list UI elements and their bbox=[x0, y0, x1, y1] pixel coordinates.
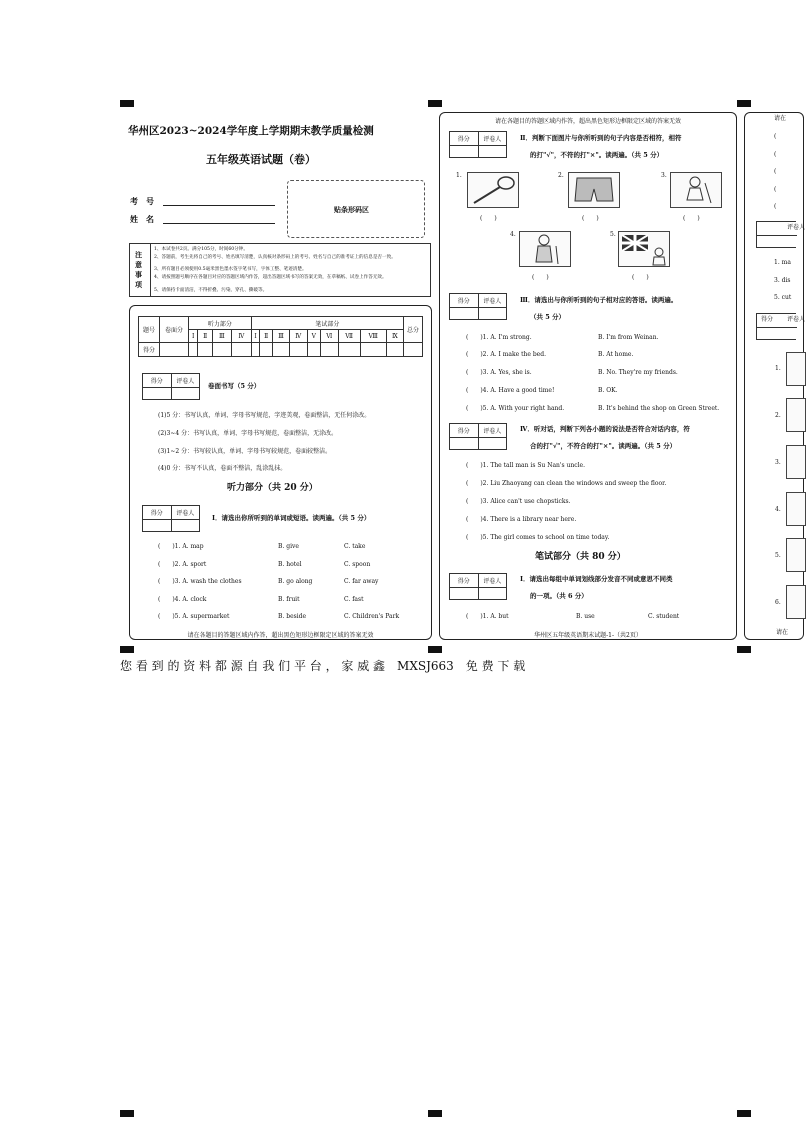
q2-label: 1. bbox=[456, 172, 462, 179]
spoon-picture bbox=[467, 172, 519, 208]
q3-item: ( )4. A. Have a good time! bbox=[466, 387, 555, 394]
q1-item: ( )2. A. sport bbox=[158, 561, 207, 568]
q4-title: Ⅳ．听对话，判断下列各小题的说法是否符合对话内容，符 bbox=[520, 425, 690, 433]
score-col: Ⅶ bbox=[338, 330, 360, 343]
score-table-total: 总分 bbox=[404, 317, 423, 343]
registration-mark bbox=[120, 1110, 134, 1117]
q2-answer-blank[interactable]: ( ) bbox=[480, 215, 497, 222]
scorer-box: 得分 评卷人 bbox=[142, 505, 200, 532]
score-col: Ⅸ bbox=[386, 330, 403, 343]
scorer-box: 得分 评卷人 bbox=[449, 293, 507, 320]
handwriting-title: 卷面书写（5 分） bbox=[208, 382, 261, 390]
q3-option: B. I'm from Weinan. bbox=[598, 334, 659, 341]
paren: ( bbox=[774, 203, 777, 210]
q2-label: 4. bbox=[510, 231, 516, 238]
page-2-header: 请在各题目的答题区域内作答，超出黑色矩形边框限定区域的答案无效 bbox=[494, 118, 681, 125]
q2-answer-blank[interactable]: ( ) bbox=[532, 274, 549, 281]
score-col: Ⅷ bbox=[360, 330, 386, 343]
fragment: 3. dis bbox=[774, 277, 791, 284]
picture bbox=[786, 445, 806, 479]
page-1-footer: 请在各题目的答题区域内作答，超出黑色矩形边框限定区域的答案无效 bbox=[187, 632, 374, 639]
w1-title: Ⅰ．请选出每组中单词划线部分发音不同或意思不同类 bbox=[520, 575, 673, 583]
notice-line: 1、本试卷共2页。满分105分，时间60分钟。 bbox=[154, 247, 248, 252]
page-3-footer: 请在 bbox=[776, 629, 789, 636]
page-3-header: 请在 bbox=[774, 115, 787, 122]
q2-answer-blank[interactable]: ( ) bbox=[582, 215, 599, 222]
w1-option: C. student bbox=[648, 613, 680, 620]
old-man-picture bbox=[519, 231, 571, 267]
writing-heading: 笔试部分（共 80 分） bbox=[535, 552, 626, 562]
q1-option: C. spoon bbox=[344, 561, 371, 568]
notice-line: 2、答题前，考生先将自己的考号、姓名填写清楚，认真核对条形码上的考号、姓名与自己的准考证上的信息是否一致。 bbox=[154, 255, 396, 260]
fragment: 5. cut bbox=[774, 294, 792, 301]
scorer-box: 得分 评卷人 bbox=[142, 373, 200, 400]
exam-title: 华州区2023~2024学年度上学期期末教学质量检测 bbox=[128, 125, 374, 137]
q1-title: Ⅰ．请选出你所听到的单词或短语。读两遍。（共 5 分） bbox=[212, 514, 371, 522]
score-table-writing: 笔试部分 bbox=[251, 317, 403, 330]
shorts-picture bbox=[568, 172, 620, 208]
paren: ( bbox=[774, 133, 777, 140]
notice-label: 注意事项 bbox=[135, 250, 142, 289]
barcode-label: 贴条形码区 bbox=[334, 205, 369, 214]
notice-line: 5、请保持卡面清洁，不得折叠、污染、穿孔、撕破等。 bbox=[154, 288, 268, 293]
paren: ( bbox=[774, 168, 777, 175]
q3-option: B. At home. bbox=[598, 351, 634, 358]
picture bbox=[786, 398, 806, 432]
q3-option: B. It's behind the shop on Green Street. bbox=[598, 405, 720, 412]
q2-answer-blank[interactable]: ( ) bbox=[683, 215, 700, 222]
name-label: 姓 名 bbox=[130, 214, 154, 224]
q1-option: C. Children's Park bbox=[344, 613, 400, 620]
registration-mark bbox=[120, 100, 134, 107]
q4-item: ( )4. There is a library near here. bbox=[466, 516, 577, 523]
paren: ( bbox=[774, 151, 777, 158]
notice-line: 4、请按照题号顺序在各题目对应的答题区域内作答，超出答题区域书写的答案无效，在草稿纸、试卷上作答无效。 bbox=[154, 275, 387, 280]
exam-no-field[interactable] bbox=[163, 205, 275, 206]
uk-flag-picture bbox=[618, 231, 670, 267]
q2-label: 2. bbox=[558, 172, 564, 179]
q1-option: B. give bbox=[278, 543, 299, 550]
score-col: Ⅲ bbox=[272, 330, 289, 343]
scorer-label: 评卷人 bbox=[787, 224, 806, 231]
picture bbox=[786, 352, 806, 386]
score-table-listening: 听力部分 bbox=[189, 317, 252, 330]
score-col: Ⅲ bbox=[212, 330, 231, 343]
registration-mark bbox=[120, 646, 134, 653]
q1-item: ( )5. A. supermarket bbox=[158, 613, 230, 620]
q-number: 3. bbox=[775, 459, 781, 466]
score-table-header: 题号 bbox=[139, 317, 160, 343]
q4-item: ( )3. Alice can't use chopsticks. bbox=[466, 498, 571, 505]
score-col: Ⅳ bbox=[231, 330, 251, 343]
q-number: 5. bbox=[775, 552, 781, 559]
barcode-area bbox=[287, 180, 425, 238]
score-table-header: 卷面分 bbox=[160, 317, 189, 343]
handwriting-rule: (3)1~2 分：书写较认真，单词、字母书写较规范，卷面较整洁。 bbox=[158, 448, 332, 455]
score-col: Ⅴ bbox=[307, 330, 320, 343]
scorer-label: 得分 bbox=[761, 316, 774, 323]
q4-item: ( )1. The tall man is Su Nan's uncle. bbox=[466, 462, 585, 469]
q2-title: 的打"√"，不符的打"×"。读两遍。（共 5 分） bbox=[530, 151, 664, 159]
q1-option: B. go along bbox=[278, 578, 313, 585]
score-col: Ⅱ bbox=[260, 330, 273, 343]
q1-option: B. fruit bbox=[278, 596, 300, 603]
q1-option: C. fast bbox=[344, 596, 364, 603]
registration-mark bbox=[737, 646, 751, 653]
score-col: Ⅰ bbox=[251, 330, 259, 343]
q3-option: B. No. They're my friends. bbox=[598, 369, 678, 376]
q1-option: C. far away bbox=[344, 578, 379, 585]
q4-title: 合的打"√"，不符合的打"×"。读两遍。（共 5 分） bbox=[530, 442, 677, 450]
q1-item: ( )1. A. map bbox=[158, 543, 204, 550]
registration-mark bbox=[428, 1110, 442, 1117]
exam-no-label: 考 号 bbox=[130, 196, 154, 206]
registration-mark bbox=[737, 1110, 751, 1117]
fragment: 1. ma bbox=[774, 259, 791, 266]
score-col: Ⅵ bbox=[320, 330, 338, 343]
handwriting-rule: (1)5 分：书写认真，单词、字母书写规范，字迹美观，卷面整洁，无任何涂改。 bbox=[158, 412, 371, 419]
q1-item: ( )4. A. clock bbox=[158, 596, 207, 603]
listening-heading: 听力部分（共 20 分） bbox=[227, 483, 318, 493]
scorer-label: 评卷人 bbox=[787, 316, 806, 323]
picture bbox=[786, 585, 806, 619]
girl-sweeping-picture bbox=[670, 172, 722, 208]
q3-item: ( )3. A. Yes, she is. bbox=[466, 369, 532, 376]
q4-item: ( )2. Liu Zhaoyang can clean the windows and sweep the floor. bbox=[466, 480, 667, 487]
notice-box bbox=[129, 243, 431, 297]
paren: ( bbox=[774, 186, 777, 193]
w1-title: 的一项。（共 6 分） bbox=[530, 592, 588, 600]
q3-option: B. OK. bbox=[598, 387, 618, 394]
q3-item: ( )1. A. I'm strong. bbox=[466, 334, 532, 341]
scorer-box: 得分 评卷人 bbox=[449, 573, 507, 600]
handwriting-rule: (4)0 分：书写不认真，卷面不整洁，乱涂乱抹。 bbox=[158, 465, 287, 472]
q1-item: ( )3. A. wash the clothes bbox=[158, 578, 242, 585]
w1-item: ( )1. A. but bbox=[466, 613, 509, 620]
q2-label: 5. bbox=[610, 231, 616, 238]
scorer-box: 得分 评卷人 bbox=[449, 131, 507, 158]
page-2-footer: 华州区五年级英语期末试题-1-（共2页） bbox=[534, 632, 642, 639]
score-table bbox=[138, 316, 423, 357]
q2-answer-blank[interactable]: ( ) bbox=[632, 274, 649, 281]
picture bbox=[786, 538, 806, 572]
registration-mark bbox=[428, 100, 442, 107]
handwriting-rule: (2)3~4 分：书写认真，单词、字母书写规范，卷面整洁，无涂改。 bbox=[158, 430, 338, 437]
q-number: 2. bbox=[775, 412, 781, 419]
q1-option: B. beside bbox=[278, 613, 307, 620]
scorer-box bbox=[756, 221, 806, 248]
registration-mark bbox=[737, 100, 751, 107]
score-col: Ⅱ bbox=[198, 330, 212, 343]
name-field[interactable] bbox=[163, 223, 275, 224]
q1-option: C. take bbox=[344, 543, 366, 550]
registration-mark bbox=[428, 646, 442, 653]
q-number: 4. bbox=[775, 506, 781, 513]
q3-title: Ⅲ．请选出与你所听到的句子相对应的答语。读两遍。 bbox=[520, 296, 678, 304]
download-banner: 您 看 到 的 资 料 都 源 自 我 们 平 台 ， 家 威 鑫 MXSJ663 免 费 下 载 bbox=[120, 659, 526, 673]
score-row-label: 得分 bbox=[139, 343, 160, 357]
q2-title: Ⅱ．判断下面图片与你所听到的句子内容是否相符，相符 bbox=[520, 134, 682, 142]
score-col: Ⅰ bbox=[189, 330, 198, 343]
q3-title: （共 5 分） bbox=[530, 313, 566, 321]
q3-item: ( )2. A. I make the bed. bbox=[466, 351, 546, 358]
scorer-box bbox=[756, 313, 806, 340]
exam-subtitle: 五年级英语试题（卷） bbox=[206, 153, 316, 166]
w1-option: B. use bbox=[576, 613, 595, 620]
q4-item: ( )5. The girl comes to school on time today. bbox=[466, 534, 610, 541]
picture bbox=[786, 492, 806, 526]
scorer-box: 得分 评卷人 bbox=[449, 423, 507, 450]
notice-line: 3、所有题目必须使用0.5毫米黑色墨水签字笔书写，字体工整、笔迹清楚。 bbox=[154, 267, 307, 272]
score-col: Ⅳ bbox=[290, 330, 308, 343]
q3-item: ( )5. A. With your right hand. bbox=[466, 405, 565, 412]
q1-option: B. hotel bbox=[278, 561, 302, 568]
q-number: 1. bbox=[775, 365, 781, 372]
q-number: 6. bbox=[775, 599, 781, 606]
q2-label: 3. bbox=[661, 172, 667, 179]
